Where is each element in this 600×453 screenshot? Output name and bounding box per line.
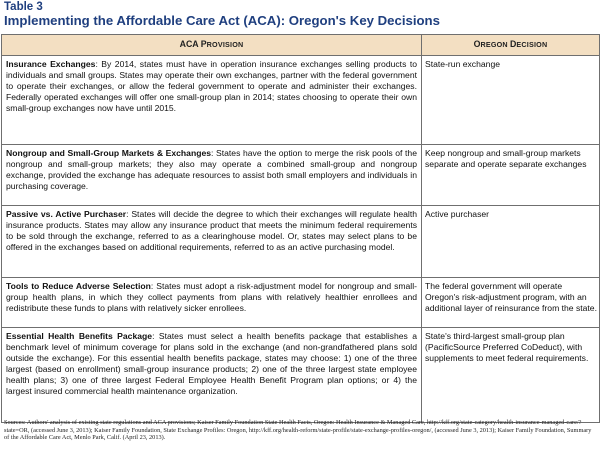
table-label: Table 3 — [4, 1, 43, 13]
table-row — [2, 145, 600, 206]
table-row — [2, 56, 600, 145]
provision-title: Essential Health Benefits Package — [6, 331, 153, 341]
decision-header-smallcaps: REGON — [480, 40, 511, 50]
provision-cell — [2, 56, 422, 145]
table-row — [2, 328, 600, 423]
table-row — [2, 278, 600, 328]
provision-title: Insurance Exchanges — [6, 59, 96, 69]
provision-header-smallcaps: ROVISION — [206, 40, 244, 50]
provision-cell — [2, 145, 422, 206]
table-header-row — [2, 35, 600, 56]
provision-text: : By 2014, states must have in operation insurance exchanges selling products to individuals and small groups. States may operate their own exchanges, partner with the federal government to operate their exchanges, or allow the federal government to operate and administer their exchanges. Federally operated exchanges will offer one small-group plan in 2014; states choosing to operate their own small-group exchanges now have until 2015. — [6, 59, 417, 114]
provision-title: Passive vs. Active Purchaser — [6, 209, 127, 219]
decision-cell: Active purchaser — [422, 206, 600, 278]
decision-cell: State's third-largest small-group plan (PacificSource Preferred CoDeduct), with supplements to meet federal requirements. — [422, 328, 600, 423]
decision-cell: State-run exchange — [422, 56, 600, 145]
table-row — [2, 206, 600, 278]
provision-text: : States must select a health benefits package that establishes a benchmark level of minimum coverage for plans sold in the exchange (and non-grandfathered plans sold outside the exchange). For this essential health benefits package, states may choose: 1) one of the three largest (based on enrollment) small-group insurance products; 2) one of the three largest state employee health plans; 3) one of three largest Federal Employee Health Benefit Program plan options; or 4) the largest insured commercial health maintenance organization. — [6, 331, 418, 397]
provision-cell — [2, 206, 422, 278]
decision-header-part: O — [473, 39, 481, 50]
decision-cell: The federal government will operate Oregon's risk-adjustment program, with an additional layer of reinsurance from the state. — [422, 278, 600, 328]
provision-cell — [2, 328, 422, 423]
provision-header-part: ACA P — [179, 39, 207, 50]
decision-header-smallcaps: ECISION — [516, 40, 548, 50]
provision-text: : States will decide the degree to which their exchanges will regulate health insurance products. States may allow any insurance product that meets the minimum federal requirements to be sold through the exchange, referred to as a clearinghouse model. Or, states may select plans to be offered in the exchanges based on additional requirements, referred to as an active purchasing model. — [6, 209, 417, 253]
provision-text: : States must adopt a risk-adjustment model for nongroup and small-group health plans, in which they collect payments from plans with relatively healthier enrollees and redistribute these funds to plans with relatively sicker enrollees. — [6, 281, 417, 314]
provision-title: Tools to Reduce Adverse Selection — [6, 281, 151, 291]
provision-cell — [2, 278, 422, 328]
provision-text: : States have the option to merge the risk pools of the nongroup and small-group markets; they also may operate a combined small-group and nongroup exchange, provided the exchange has adequate resources to assist both small employers and individuals in purchasing coverage. — [6, 148, 417, 192]
table-title: Implementing the Affordable Care Act (ACA): Oregon's Key Decisions — [4, 13, 440, 28]
sources-note: Sources: Authors' analysis of existing state regulations and ACA provisions; Kaiser Family Foundation State Health Facts, Oregon: Health Insurance & Managed Care, http://kff.org/state-category/health-insurance-managed-care/?state=OR, (accessed June 3, 2013); Kaiser Family Foundation, State Exchange Profiles: Oregon, http://kff.org/health-reform/state-profile/state-exchange-profiles-oregon/, (accessed June 3, 2013); Kaiser Family Foundation, Summary of the Affordable Care Act, Menlo Park, Calif. (April 23, 2013). — [4, 419, 592, 442]
column-header-provision — [2, 35, 422, 56]
decisions-table — [1, 34, 600, 423]
decision-cell: Keep nongroup and small-group markets separate and operate separate exchanges — [422, 145, 600, 206]
decision-header-part: D — [510, 39, 517, 50]
provision-title: Nongroup and Small-Group Markets & Exchanges — [6, 148, 212, 158]
column-header-decision — [422, 35, 600, 56]
